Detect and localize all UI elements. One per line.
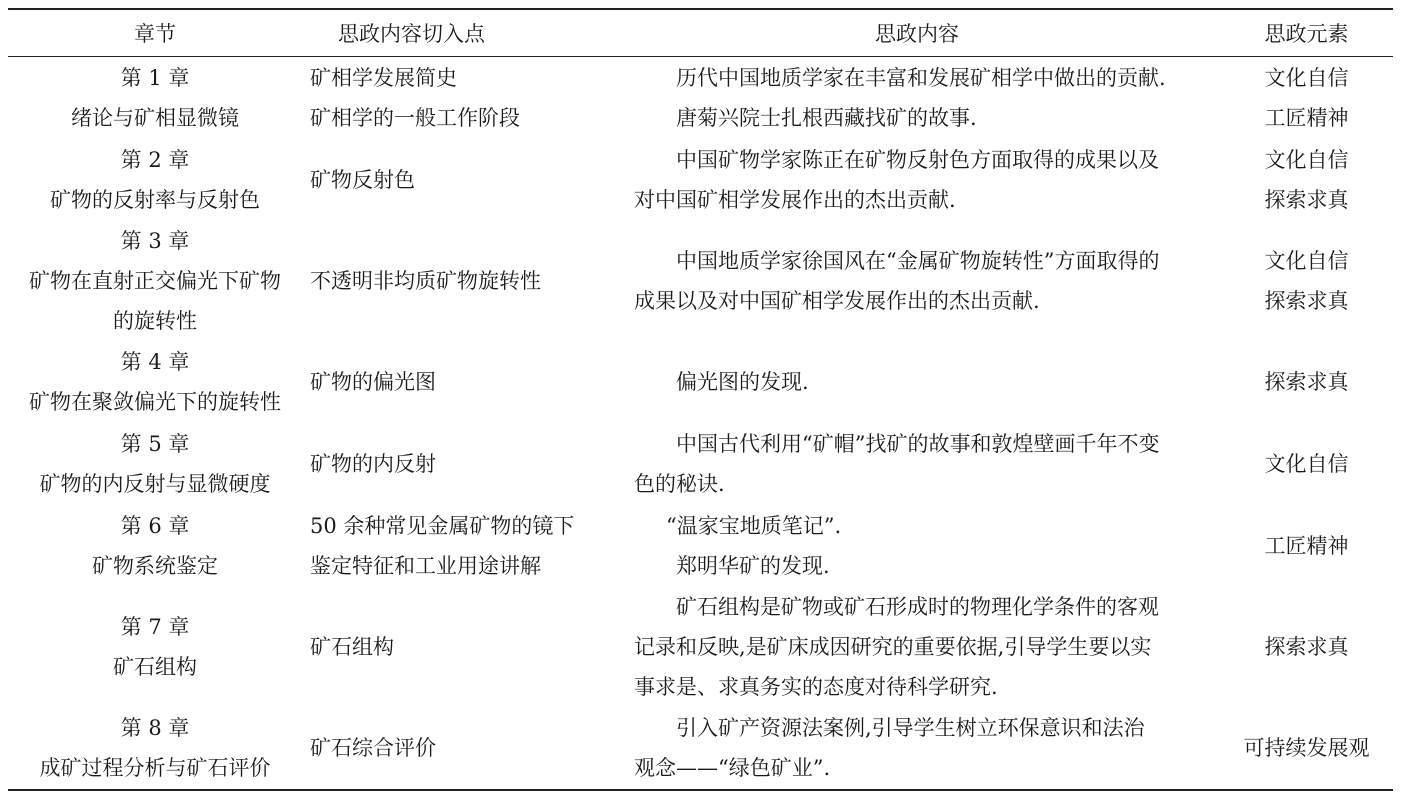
table-header (8, 10, 1393, 57)
content-cell (614, 139, 1220, 221)
content-line: 引入矿产资源法案例,引导学生树立环保意识和法治 (676, 715, 1145, 740)
content-line: 色的秘诀. (634, 471, 725, 496)
chapter-cell (8, 505, 302, 587)
chapter-title: 矿物在聚敛偏光下的旋转性 (29, 389, 281, 414)
chapter-number: 第 8 章 (120, 715, 190, 740)
chapter-number: 第 6 章 (120, 513, 190, 538)
content-cell (614, 341, 1220, 423)
content-cell (614, 505, 1220, 587)
chapter-cell (8, 707, 302, 789)
element-tag: 探索求真 (1264, 369, 1349, 394)
content-line: 历代中国地质学家在丰富和发展矿相学中做出的贡献. (676, 65, 1166, 90)
element-tag: 探索求真 (1264, 634, 1349, 659)
element-tag: 可持续发展观 (1243, 735, 1370, 760)
chapter-title: 成矿过程分析与矿石评价 (39, 755, 271, 780)
table-row (8, 341, 1393, 423)
chapter-number: 第 4 章 (120, 349, 190, 374)
header-content: 思政内容 (614, 10, 1220, 57)
element-cell (1220, 221, 1393, 341)
table-row (8, 57, 1393, 139)
chapter-title: 矿物的反射率与反射色 (50, 187, 260, 212)
entry-point: 矿物的内反射 (310, 451, 436, 476)
entry-point-cell (302, 707, 614, 789)
entry-point-cell (302, 57, 614, 139)
chapter-title: 矿物系统鉴定 (92, 553, 218, 578)
content-line: 郑明华矿的发现. (676, 553, 830, 578)
entry-point: 矿石组构 (310, 634, 394, 659)
chapter-cell (8, 587, 302, 707)
header-chapter: 章节 (8, 10, 302, 57)
element-tag: 文化自信 (1264, 65, 1349, 90)
content-cell (614, 57, 1220, 139)
entry-point: 矿物的偏光图 (310, 369, 436, 394)
entry-point-cell (302, 423, 614, 505)
entry-point: 不透明非均质矿物旋转性 (310, 268, 541, 293)
chapter-title: 矿物在直射正交偏光下矿物 (29, 268, 281, 293)
element-tag: 文化自信 (1264, 147, 1349, 172)
element-cell (1220, 57, 1393, 139)
table-row (8, 221, 1393, 341)
table-body (8, 57, 1393, 789)
chapter-cell (8, 341, 302, 423)
chapter-number: 第 7 章 (120, 614, 190, 639)
content-cell (614, 423, 1220, 505)
entry-point: 矿相学发展简史 (310, 65, 457, 90)
content-line: 成果以及对中国矿相学发展作出的杰出贡献. (634, 288, 1040, 313)
element-tag: 工匠精神 (1264, 105, 1349, 130)
element-tag: 探索求真 (1264, 288, 1349, 313)
chapter-cell (8, 423, 302, 505)
element-cell (1220, 139, 1393, 221)
entry-point-cell (302, 221, 614, 341)
chapter-number: 第 5 章 (120, 431, 190, 456)
table-row (8, 505, 1393, 587)
chapter-number: 第 3 章 (120, 228, 190, 253)
element-cell (1220, 505, 1393, 587)
chapter-cell (8, 57, 302, 139)
element-cell (1220, 341, 1393, 423)
chapter-cell (8, 139, 302, 221)
chapter-title: 的旋转性 (113, 308, 197, 333)
element-tag: 文化自信 (1264, 451, 1349, 476)
element-cell (1220, 707, 1393, 789)
element-cell (1220, 423, 1393, 505)
entry-point-cell (302, 139, 614, 221)
content-line: 偏光图的发现. (676, 369, 809, 394)
ideological-content-table (8, 8, 1393, 791)
entry-point: 矿物反射色 (310, 167, 415, 192)
content-line: “温家宝地质笔记”. (666, 513, 842, 538)
element-tag: 文化自信 (1264, 248, 1349, 273)
content-line: 事求是、求真务实的态度对待科学研究. (634, 674, 998, 699)
content-line: 观念——“绿色矿业”. (634, 755, 831, 780)
chapter-number: 第 2 章 (120, 147, 190, 172)
header-row (8, 10, 1393, 57)
content-line: 中国古代利用“矿帽”找矿的故事和敦煌壁画千年不变 (676, 431, 1160, 456)
content-line: 矿石组构是矿物或矿石形成时的物理化学条件的客观 (676, 594, 1159, 619)
table-row (8, 707, 1393, 789)
element-tag: 工匠精神 (1264, 533, 1349, 558)
element-tag: 探索求真 (1264, 187, 1349, 212)
content-line: 对中国矿相学发展作出的杰出贡献. (634, 187, 956, 212)
entry-point-cell (302, 341, 614, 423)
table-row (8, 139, 1393, 221)
chapter-cell (8, 221, 302, 341)
header-element: 思政元素 (1220, 10, 1393, 57)
content-cell (614, 707, 1220, 789)
element-cell (1220, 587, 1393, 707)
entry-point: 50 余种常见金属矿物的镜下 (310, 513, 575, 538)
entry-point-cell (302, 505, 614, 587)
entry-point-cell (302, 587, 614, 707)
entry-point: 矿相学的一般工作阶段 (310, 105, 520, 130)
entry-point: 矿石综合评价 (310, 735, 436, 760)
chapter-title: 矿石组构 (113, 654, 197, 679)
content-cell (614, 221, 1220, 341)
chapter-number: 第 1 章 (120, 65, 190, 90)
chapter-title: 矿物的内反射与显微硬度 (39, 471, 271, 496)
chapter-title: 绪论与矿相显微镜 (71, 105, 239, 130)
content-cell (614, 587, 1220, 707)
content-line: 中国矿物学家陈正在矿物反射色方面取得的成果以及 (676, 147, 1159, 172)
entry-point: 鉴定特征和工业用途讲解 (310, 553, 541, 578)
content-line: 记录和反映,是矿床成因研究的重要依据,引导学生要以实 (634, 634, 1152, 659)
table (8, 10, 1393, 789)
table-row (8, 423, 1393, 505)
content-line: 唐菊兴院士扎根西藏找矿的故事. (676, 105, 977, 130)
table-row (8, 587, 1393, 707)
content-line: 中国地质学家徐国风在“金属矿物旋转性”方面取得的 (676, 248, 1160, 273)
header-entry-point: 思政内容切入点 (302, 10, 614, 57)
